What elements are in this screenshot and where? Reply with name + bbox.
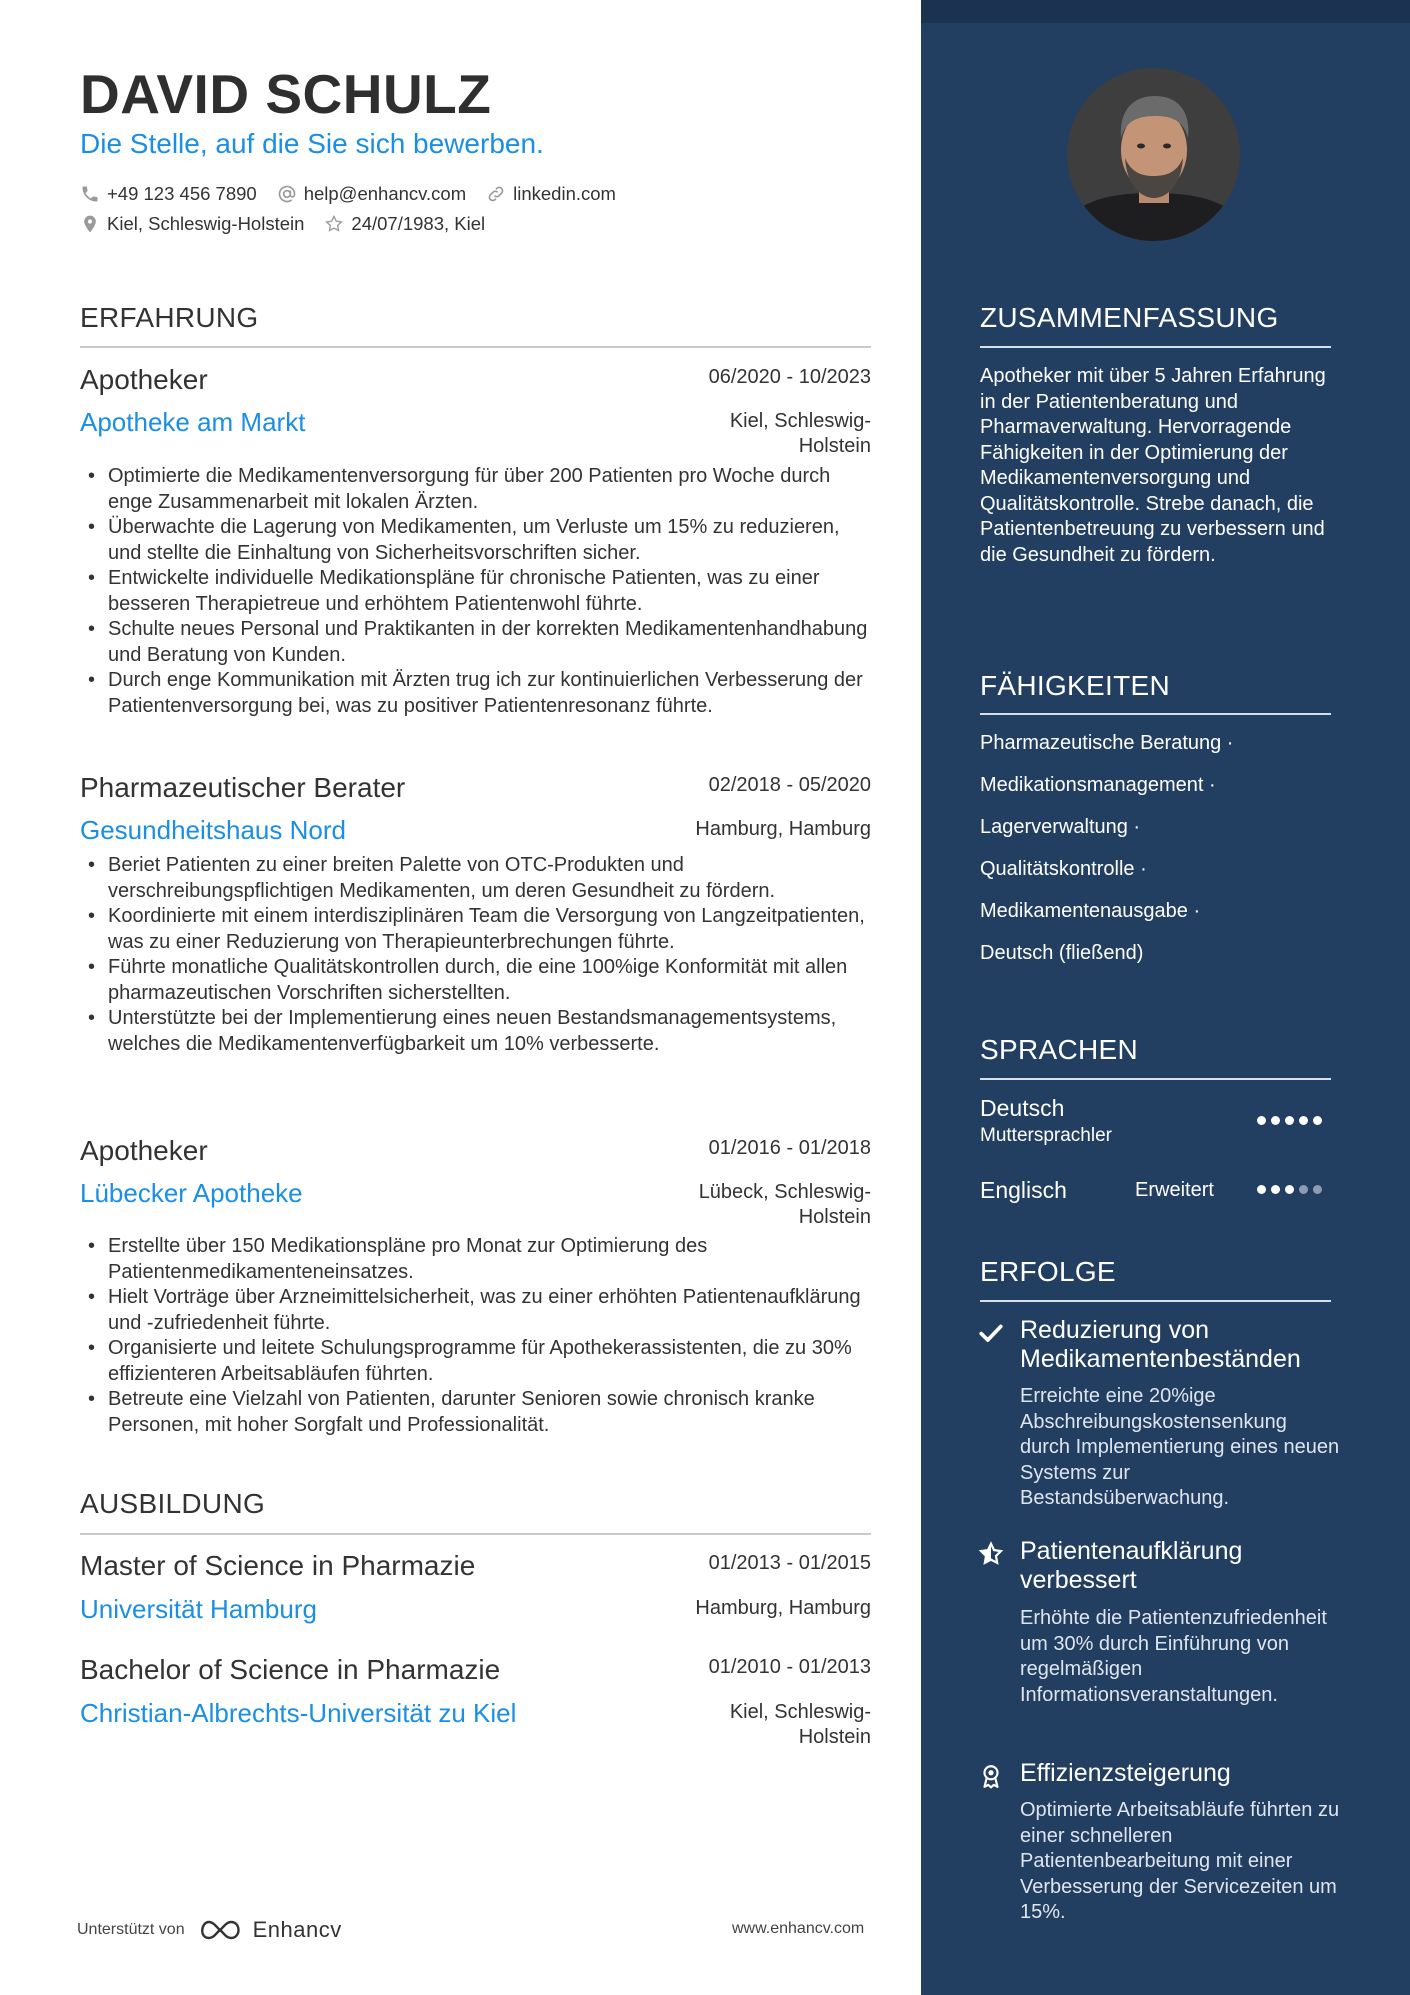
contact-email[interactable] (277, 183, 466, 205)
candidate-name: DAVID SCHULZ (80, 63, 492, 125)
job-location-line1: Lübeck, Schleswig- (698, 1181, 871, 1203)
award-icon (978, 1763, 1004, 1789)
avatar (1067, 68, 1240, 241)
achievement-desc: Optimierte Arbeitsabläufe führten zu einer schnelleren Patientenbearbeitung mit einer Verbesserung der Servicezeiten um 15%. (1020, 1799, 1340, 1923)
link-icon (486, 184, 506, 204)
phone-icon (80, 184, 100, 204)
achievements-divider (980, 1300, 1331, 1302)
enhancv-logo-icon (197, 1918, 243, 1942)
powered-by-text: Unterstützt von (77, 1921, 185, 1938)
location-pin-icon (80, 214, 100, 234)
job-company[interactable]: Lübecker Apotheke (80, 1178, 303, 1208)
job-company[interactable]: Apotheke am Markt (80, 407, 306, 437)
star-icon (978, 1541, 1004, 1567)
skill-item: Deutsch (fließend) (980, 942, 1144, 964)
star-outline-icon (324, 214, 344, 234)
contact-row-1 (80, 183, 636, 205)
list-item: • Organisierte und leitete Schulungsprogramme für Apothekerassistenten, die zu 30% effizienteren Arbeitsabläufen führten. (80, 1336, 875, 1387)
avatar-portrait (1067, 68, 1240, 241)
contact-phone[interactable] (80, 183, 257, 205)
list-item: • Optimierte die Medikamentenversorgung für über 200 Patienten pro Woche durch enge Zusammenarbeit mit lokalen Ärzten. (80, 464, 875, 515)
list-item: • Entwickelte individuelle Medikationspläne für chronische Patienten, was zu einer besseren Therapietreue und erhöhtem Patientenwohl führte. (80, 566, 875, 617)
sidebar-top-bar (921, 0, 1410, 23)
experience-divider (80, 346, 871, 348)
footer-website[interactable]: www.enhancv.com (732, 1920, 865, 1937)
contact-linkedin[interactable] (486, 183, 616, 205)
job-dates: 06/2020 - 10/2023 (708, 366, 871, 388)
rating-dot-empty (1313, 1185, 1322, 1194)
languages-divider (980, 1078, 1331, 1080)
job-target: Die Stelle, auf die Sie sich bewerben. (80, 128, 544, 159)
achievement-desc: Erhöhte die Patientenzufriedenheit um 30% durch Einführung von regelmäßigen Informationsveranstaltungen. (1020, 1607, 1327, 1706)
achievements-section-title: ERFOLGE (980, 1256, 1116, 1287)
languages-section-title: SPRACHEN (980, 1034, 1138, 1065)
job-location-line2: Holstein (798, 435, 871, 457)
language-level: Erweitert (1135, 1179, 1214, 1201)
job-location (695, 817, 871, 842)
skills-divider (980, 713, 1331, 715)
enhancv-logo[interactable] (197, 1917, 342, 1943)
school-location-line1: Hamburg, Hamburg (695, 1597, 871, 1619)
job-title: Apotheker (80, 364, 208, 395)
list-item: • Koordinierte mit einem interdisziplinären Team die Versorgung von Langzeitpatienten, was zu einer Reduzierung von Therapieunterbrechungen führte. (80, 904, 875, 955)
language-name: Deutsch (980, 1095, 1065, 1121)
language-rating (1257, 1116, 1327, 1125)
school-name[interactable]: Universität Hamburg (80, 1594, 317, 1624)
experience-section-title: ERFAHRUNG (80, 302, 259, 333)
list-item: • Betreute eine Vielzahl von Patienten, darunter Senioren sowie chronisch kranke Personen, mit hoher Sorgfalt und Professionalität. (80, 1387, 875, 1438)
skill-item: Medikamentenausgabe · (980, 900, 1201, 922)
rating-dot-filled (1271, 1185, 1280, 1194)
job-dates: 02/2018 - 05/2020 (708, 774, 871, 796)
education-divider (80, 1533, 871, 1535)
school-location-line2: Holstein (798, 1726, 871, 1748)
job-bullets (80, 853, 875, 1057)
list-item: • Beriet Patienten zu einer breiten Palette von OTC-Produkten und verschreibungspflichtigen Medikamenten, um deren Gesundheit zu fördern. (80, 853, 875, 904)
list-item: • Hielt Vorträge über Arzneimittelsicherheit, was zu einer erhöhten Patientenaufklärung und -zufriedenheit führte. (80, 1285, 875, 1336)
language-rating (1257, 1185, 1327, 1194)
job-bullets (80, 1234, 875, 1438)
school-location (730, 1700, 871, 1750)
phone-text: +49 123 456 7890 (107, 183, 257, 204)
footer-powered-by (77, 1917, 342, 1943)
degree-dates: 01/2013 - 01/2015 (708, 1552, 871, 1574)
job-location-line1: Kiel, Schleswig- (729, 410, 871, 432)
skill-item: Lagerverwaltung · (980, 816, 1141, 838)
list-item: • Durch enge Kommunikation mit Ärzten trug ich zur kontinuierlichen Verbesserung der Patientenversorgung bei, was zu positiver Patientenresonanz führte. (80, 668, 875, 719)
enhancv-logo-text: Enhancv (252, 1917, 342, 1942)
list-item: • Erstellte über 150 Medikationspläne pro Monat zur Optimierung des Patientenmedikamenteneinsatzes. (80, 1234, 875, 1285)
list-item: • Führte monatliche Qualitätskontrollen durch, die eine 100%ige Konformität mit allen pharmazeutischen Vorschriften sicherstellten. (80, 955, 875, 1006)
job-location-line1: Hamburg, Hamburg (695, 818, 871, 840)
contact-birth (324, 213, 485, 235)
achievement-title: Patientenaufklärung verbessert (1020, 1537, 1243, 1594)
school-location (695, 1596, 871, 1621)
at-icon (277, 184, 297, 204)
degree-dates: 01/2010 - 01/2013 (708, 1656, 871, 1678)
job-dates: 01/2016 - 01/2018 (708, 1137, 871, 1159)
rating-dot-filled (1313, 1116, 1322, 1125)
checkmark-icon (978, 1320, 1004, 1346)
email-text: help@enhancv.com (303, 183, 467, 204)
rating-dot-filled (1285, 1185, 1294, 1194)
list-item: • Überwachte die Lagerung von Medikamenten, um Verluste um 15% zu reduzieren, und stellte die Einhaltung von Sicherheitsvorschriften sicher. (80, 515, 875, 566)
degree-title: Bachelor of Science in Pharmazie (80, 1654, 501, 1685)
job-location (699, 1180, 871, 1230)
job-bullets (80, 464, 875, 719)
skill-item: Qualitätskontrolle · (980, 858, 1147, 880)
school-name[interactable]: Christian-Albrechts-Universität zu Kiel (80, 1698, 517, 1728)
language-name: Englisch (980, 1177, 1067, 1203)
achievement-title: Reduzierung von Medikamentenbeständen (1020, 1316, 1301, 1373)
contact-location (80, 213, 304, 235)
rating-dot-filled (1257, 1185, 1266, 1194)
achievement-title: Effizienzsteigerung (1020, 1759, 1231, 1787)
job-company[interactable]: Gesundheitshaus Nord (80, 815, 346, 845)
education-section-title: AUSBILDUNG (80, 1488, 266, 1519)
rating-dot-filled (1299, 1116, 1308, 1125)
location-text: Kiel, Schleswig-Holstein (107, 213, 305, 234)
skill-item: Medikationsmanagement · (980, 774, 1216, 796)
rating-dot-filled (1271, 1116, 1280, 1125)
job-location (730, 409, 871, 459)
language-level: Muttersprachler (980, 1125, 1112, 1146)
skill-item: Pharmazeutische Beratung · (980, 732, 1234, 754)
rating-dot-empty (1299, 1185, 1308, 1194)
linkedin-text: linkedin.com (513, 183, 616, 204)
summary-section-title: ZUSAMMENFASSUNG (980, 302, 1279, 333)
degree-title: Master of Science in Pharmazie (80, 1550, 476, 1581)
job-title: Apotheker (80, 1135, 208, 1166)
birth-text: 24/07/1983, Kiel (351, 213, 486, 234)
list-item: • Schulte neues Personal und Praktikanten in der korrekten Medikamentenhandhabung und Beratung von Kunden. (80, 617, 875, 668)
rating-dot-filled (1285, 1116, 1294, 1125)
skills-section-title: FÄHIGKEITEN (980, 670, 1170, 701)
summary-text: Apotheker mit über 5 Jahren Erfahrung in der Patientenberatung und Pharmaverwaltung. Hervorragende Fähigkeiten in der Optimierung der Medikamentenversorgung und Qualitätskontrolle. Strebe danach, die Patientenbetreuung zu verbessern und die Gesundheit zu fördern. (980, 365, 1326, 566)
list-item: • Unterstützte bei der Implementierung eines neuen Bestandsmanagementsystems, welches die Medikamentenverfügbarkeit um 10% verbesserte. (80, 1006, 875, 1057)
summary-divider (980, 346, 1331, 348)
job-title: Pharmazeutischer Berater (80, 772, 406, 803)
school-location-line1: Kiel, Schleswig- (729, 1701, 871, 1723)
rating-dot-filled (1257, 1116, 1266, 1125)
job-location-line2: Holstein (798, 1206, 871, 1228)
achievement-desc: Erreichte eine 20%ige Abschreibungskostensenkung durch Implementierung eines neuen Systems zur Bestandsüberwachung. (1020, 1385, 1340, 1509)
contact-row-2 (80, 213, 505, 235)
